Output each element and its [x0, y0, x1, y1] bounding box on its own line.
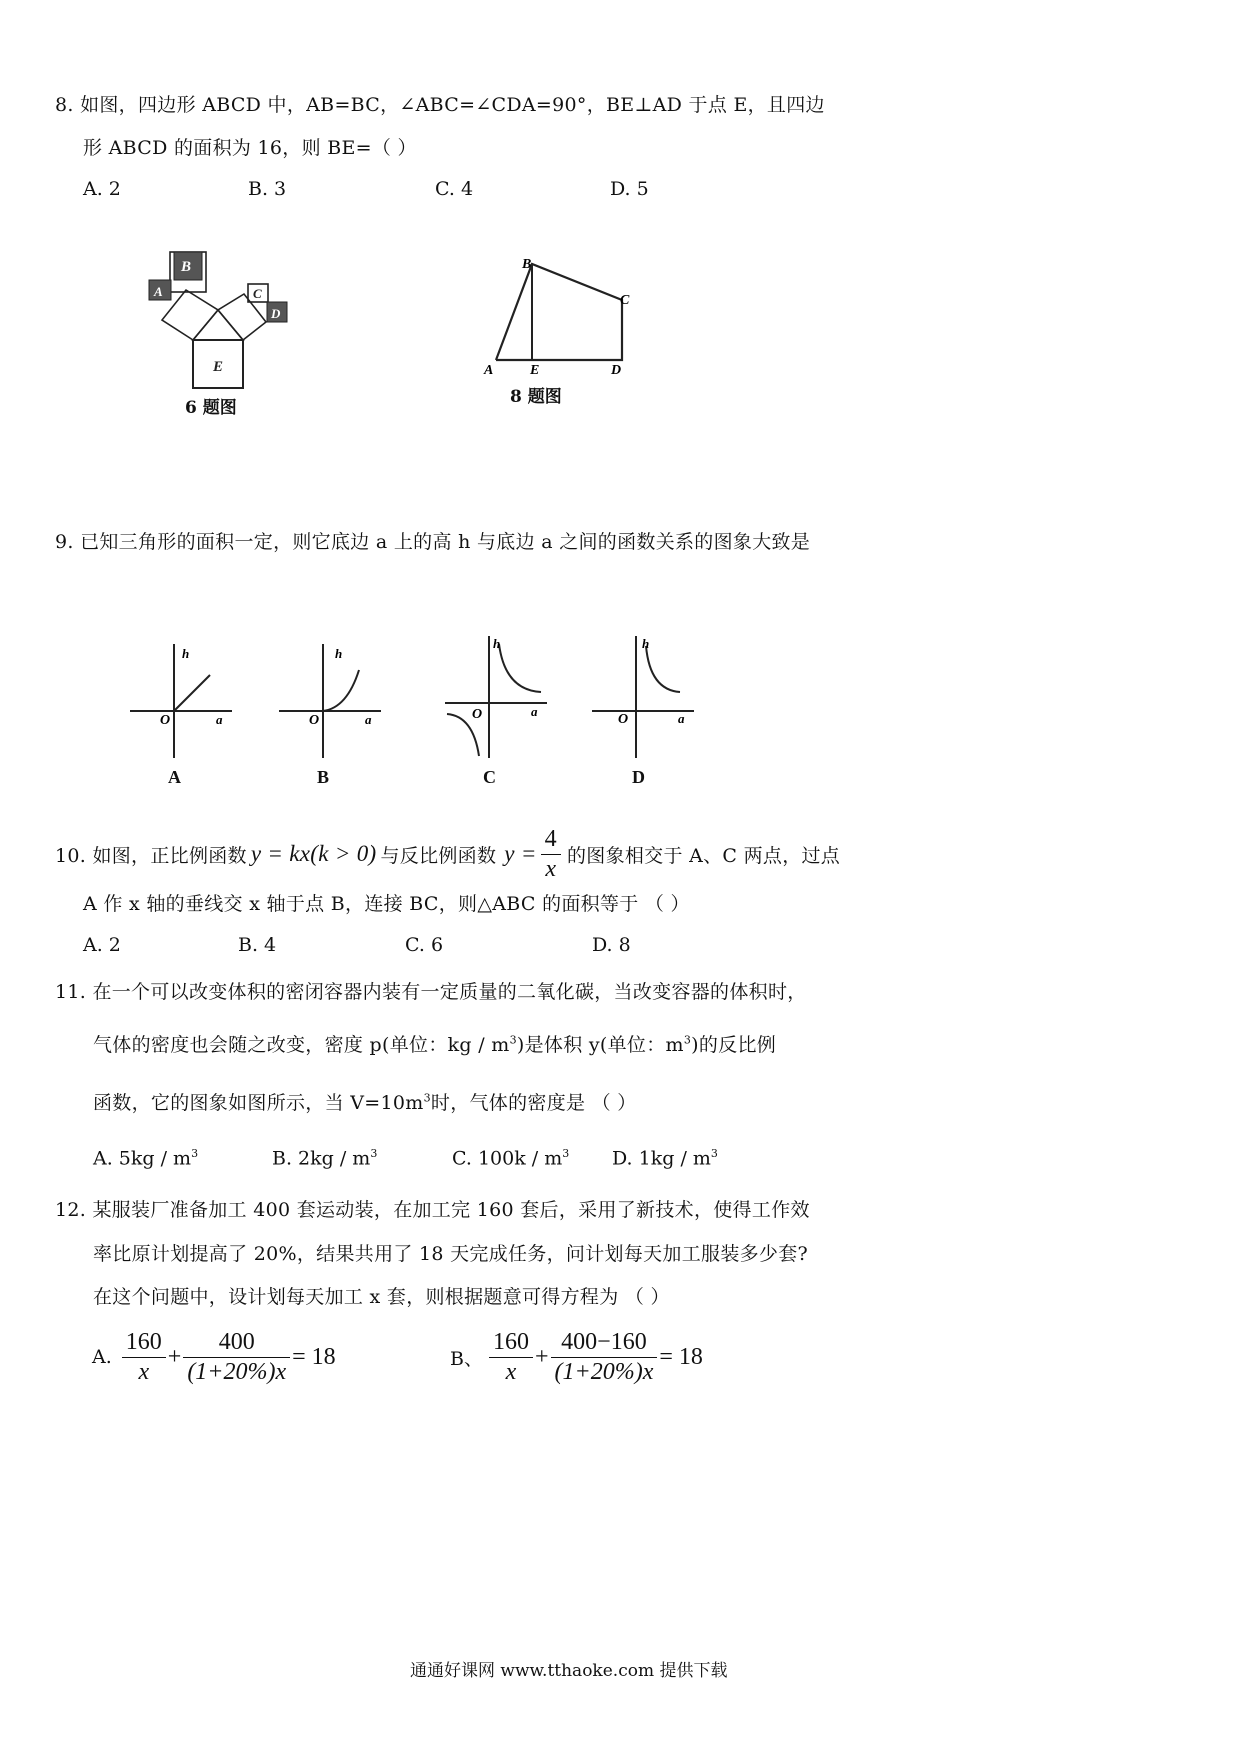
q8-option-a: A. 2 — [83, 178, 121, 200]
q10-direct-function: y = kx(k > 0) — [250, 841, 377, 867]
graph-a-axis-a: a — [216, 712, 223, 727]
fig8-label-d: D — [611, 363, 622, 378]
q10-line2: A 作 x 轴的垂线交 x 轴于点 B，连接 BC，则△ABC 的面积等于 （ ） — [83, 893, 690, 915]
q11-line2a: 气体的密度也会随之改变，密度 p(单位：kg / m — [93, 1034, 510, 1056]
q12-line2: 率比原计划提高了 20%，结果共用了 18 天完成任务，问计划每天加工服装多少套? — [93, 1243, 809, 1265]
q9-text: 9. 已知三角形的面积一定，则它底边 a 上的高 h 与底边 a 之间的函数关系的图象大致是 — [55, 531, 811, 553]
q11-line3 — [93, 1088, 637, 1115]
q12-a-frac2 — [183, 1328, 290, 1387]
q12-line1: 12. 某服装厂准备加工 400 套运动装，在加工完 160 套后，采用了新技术，使得工作效 — [55, 1199, 810, 1221]
q8-line1: 8. 如图，四边形 ABCD 中，AB=BC，∠ABC=∠CDA=90°，BE⊥AD 于点 E，且四边 — [55, 94, 825, 116]
q12-a-rhs: = 18 — [292, 1343, 336, 1370]
graph-c-label: C — [483, 767, 496, 787]
q11-option-b: B. $2kg / m^3$ — [272, 1147, 378, 1170]
graph-b-origin: O — [309, 713, 320, 728]
q11-line1: 11. 在一个可以改变体积的密闭容器内装有一定质量的二氧化碳，当改变容器的体积时， — [55, 981, 807, 1003]
fig6-label-b: B — [181, 259, 192, 275]
q11-line2b: )是体积 y(单位：m — [516, 1034, 684, 1056]
q12-a-frac1 — [122, 1328, 166, 1387]
graph-a-label: A — [168, 767, 181, 787]
q10-mid: 与反比例函数 — [380, 844, 497, 867]
graph-a — [128, 640, 238, 760]
q10-inverse-fraction — [541, 825, 561, 884]
q11-line2c: )的反比例 — [691, 1034, 777, 1056]
graph-d-axis-h: h — [642, 636, 650, 651]
q11-line3b: 时，气体的密度是 （ ） — [430, 1092, 637, 1114]
page-footer: 通通好课网 www.tthaoke.com 提供下载 — [410, 1661, 728, 1681]
fig6-label-e: E — [213, 359, 224, 375]
figure-8 — [475, 248, 645, 383]
graph-d-axis-a: a — [678, 711, 685, 726]
fig6-label-a: A — [154, 284, 163, 299]
q11-option-c: C. $100k / m^3$ — [452, 1147, 570, 1170]
q12-option-b — [450, 1328, 703, 1387]
q12-a-plus: + — [167, 1343, 182, 1370]
q10-prefix: 10. 如图，正比例函数 — [55, 844, 247, 867]
fig6-caption: 6 题图 — [185, 398, 237, 418]
q10-option-b: B. 4 — [238, 934, 277, 956]
graph-c — [443, 632, 553, 762]
q12-a-num1: 160 — [122, 1328, 166, 1358]
q10-inverse-num: 4 — [541, 825, 561, 855]
fig8-caption: 8 题图 — [510, 387, 562, 407]
q10-option-d: D. 8 — [592, 934, 631, 956]
graph-a-axis-h: h — [182, 646, 190, 661]
graph-d — [590, 632, 700, 762]
q12-option-a-label: A. — [92, 1346, 112, 1369]
q11-sup-2: 3 — [683, 1033, 692, 1047]
q8-option-c: C. 4 — [435, 178, 474, 200]
q12-b-num2: 400−160 — [551, 1328, 658, 1358]
fig8-label-e: E — [530, 363, 540, 378]
q12-b-den1: x — [505, 1358, 517, 1385]
q12-b-den2: (1+20%)x — [554, 1358, 654, 1385]
graph-d-label: D — [632, 767, 645, 787]
q10-option-c: C. 6 — [405, 934, 444, 956]
fig6-label-c: C — [253, 286, 262, 301]
fig6-label-d: D — [271, 306, 281, 321]
graph-b-label: B — [317, 767, 330, 787]
q10-inverse-den: x — [545, 855, 557, 882]
q12-a-den2: (1+20%)x — [187, 1358, 287, 1385]
graph-c-origin: O — [472, 707, 483, 722]
q10-line1 — [55, 825, 840, 884]
q8-option-d: D. 5 — [610, 178, 649, 200]
graph-d-origin: O — [618, 712, 629, 727]
q12-option-b-label: B、 — [450, 1347, 483, 1370]
q11-sup-1: 3 — [509, 1033, 517, 1047]
fig8-label-b: B — [522, 257, 532, 272]
fig8-label-c: C — [620, 293, 630, 308]
q12-a-num2: 400 — [183, 1328, 290, 1358]
q10-inverse-lhs: y = — [504, 841, 537, 867]
graph-a-origin: O — [160, 713, 171, 728]
q10-option-a: A. 2 — [83, 934, 121, 956]
q12-b-rhs: = 18 — [659, 1343, 703, 1370]
q12-b-frac1 — [489, 1328, 533, 1387]
graph-b — [277, 640, 387, 760]
q12-a-den1: x — [138, 1358, 150, 1385]
q11-line3a: 函数，它的图象如图所示，当 V=10m — [93, 1092, 424, 1114]
q12-option-a — [92, 1328, 336, 1387]
q12-b-num1: 160 — [489, 1328, 533, 1358]
q11-sup-3: 3 — [423, 1091, 431, 1105]
graph-c-axis-h: h — [493, 636, 501, 651]
q10-suffix: 的图象相交于 A、C 两点，过点 — [566, 844, 841, 867]
q11-option-a: A. $5kg / m^3$ — [93, 1147, 199, 1170]
q12-b-plus: + — [534, 1343, 549, 1370]
q12-b-frac2 — [551, 1328, 658, 1387]
q8-line2: 形 ABCD 的面积为 16，则 BE=（ ） — [83, 137, 417, 159]
q12-line3: 在这个问题中，设计划每天加工 x 套，则根据题意可得方程为 （ ） — [93, 1286, 670, 1308]
q11-line2 — [93, 1030, 776, 1057]
fig8-label-a: A — [484, 363, 494, 378]
q8-option-b: B. 3 — [248, 178, 287, 200]
graph-b-axis-h: h — [335, 646, 343, 661]
graph-b-axis-a: a — [365, 712, 372, 727]
graph-c-axis-a: a — [531, 704, 538, 719]
q11-option-d: D. $1kg / m^3$ — [612, 1147, 718, 1170]
